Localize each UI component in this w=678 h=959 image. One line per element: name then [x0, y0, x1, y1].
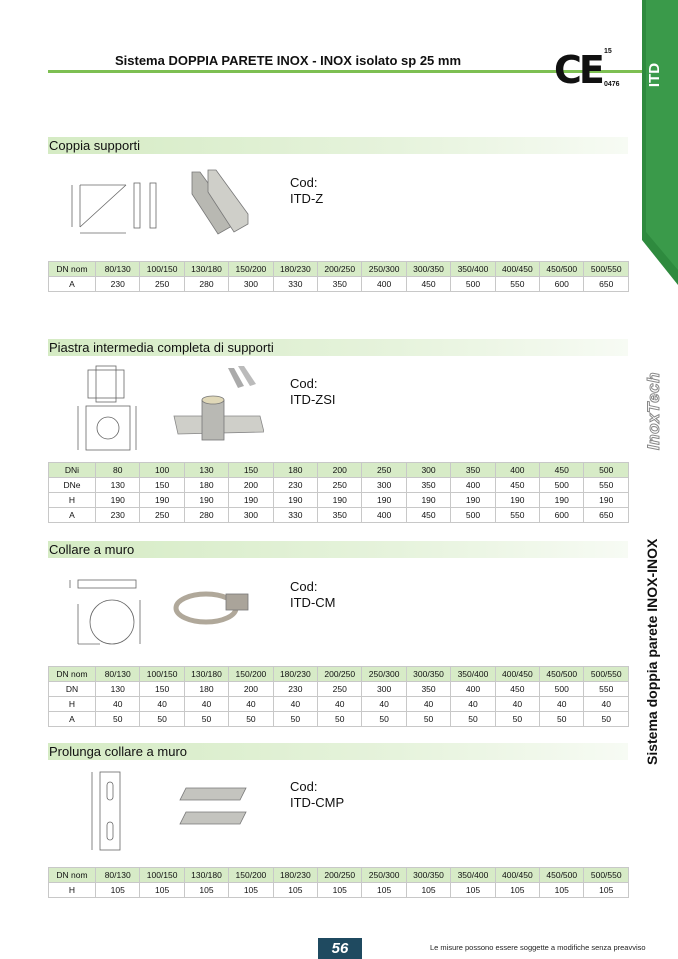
collare-a-muro-drawing	[64, 574, 154, 658]
table-cell: 600	[540, 277, 584, 292]
table-row	[49, 682, 629, 697]
piastra-intermedia-drawing	[68, 358, 148, 458]
product-code: ITD-CM	[290, 595, 336, 610]
table-cell: 50	[96, 712, 140, 727]
ce-notified-body: 0476	[604, 81, 620, 88]
table-cell: 50	[229, 712, 273, 727]
table-cell: 40	[362, 697, 406, 712]
table-cell: 500/550	[584, 667, 629, 682]
section-title-prolunga-collare: Prolunga collare a muro	[49, 744, 188, 759]
table-cell: 100/150	[140, 868, 184, 883]
table-cell: 500	[584, 463, 629, 478]
table-row	[49, 712, 629, 727]
product-code-block	[290, 579, 336, 611]
table-cell: 150/200	[229, 868, 273, 883]
brand-name: InoxTech	[644, 372, 663, 450]
brand-logo	[636, 370, 676, 450]
table-cell: 130/180	[184, 868, 228, 883]
table-row-label: A	[49, 712, 96, 727]
table-cell: 450	[540, 463, 584, 478]
table-row	[49, 478, 629, 493]
table-cell: 250	[318, 682, 362, 697]
table-cell: 80	[96, 463, 140, 478]
table-cell: 400	[451, 478, 495, 493]
product-code: ITD-ZSI	[290, 392, 336, 407]
table-cell: 100/150	[140, 262, 184, 277]
table-cell: 250	[318, 478, 362, 493]
table-cell: 105	[451, 883, 495, 898]
table-cell: 300/350	[406, 667, 450, 682]
table-cell: 500/550	[584, 868, 629, 883]
table-cell: 300	[362, 478, 406, 493]
table-cell: 450/500	[540, 667, 584, 682]
table-cell: 50	[406, 712, 450, 727]
table-cell: 550	[495, 508, 539, 523]
table-cell: 400/450	[495, 868, 539, 883]
table-cell: 500	[540, 478, 584, 493]
table-cell: 50	[495, 712, 539, 727]
table-cell: 130	[184, 463, 228, 478]
side-vertical-title: Sistema doppia parete INOX-INOX	[644, 538, 660, 765]
table-cell: 280	[184, 277, 228, 292]
table-row-label: DN nom	[49, 262, 96, 277]
table-row-label: DNe	[49, 478, 96, 493]
table-cell: 650	[584, 277, 629, 292]
table-cell: 330	[273, 508, 317, 523]
table-cell: 150/200	[229, 667, 273, 682]
table-cell: 40	[495, 697, 539, 712]
table-cell: 250	[140, 508, 184, 523]
table-cell: 190	[540, 493, 584, 508]
table-cell: 600	[540, 508, 584, 523]
table-row	[49, 493, 629, 508]
table-cell: 105	[140, 883, 184, 898]
table-cell: 450	[406, 277, 450, 292]
table-cell: 105	[406, 883, 450, 898]
table-header-row	[49, 868, 629, 883]
cod-label: Cod:	[290, 579, 318, 594]
table-cell: 400	[362, 508, 406, 523]
table-cell: 230	[96, 277, 140, 292]
table-cell: 150	[229, 463, 273, 478]
table-cell: 450/500	[540, 868, 584, 883]
table-cell: 100/150	[140, 667, 184, 682]
table-cell: 105	[318, 883, 362, 898]
table-cell: 105	[584, 883, 629, 898]
table-cell: 190	[318, 493, 362, 508]
piastra-intermedia-photo	[172, 362, 264, 452]
table-cell: 200	[229, 478, 273, 493]
table-cell: 350/400	[451, 868, 495, 883]
table-cell: 190	[184, 493, 228, 508]
table-cell: 40	[540, 697, 584, 712]
table-cell: 350	[318, 508, 362, 523]
table-cell: 250/300	[362, 868, 406, 883]
section-title-collare-a-muro: Collare a muro	[49, 542, 135, 557]
table-header-row	[49, 667, 629, 682]
table-cell: 40	[273, 697, 317, 712]
cod-label: Cod:	[290, 175, 318, 190]
table-cell: 100	[140, 463, 184, 478]
dimension-table-prolunga-collare	[48, 867, 629, 898]
table-cell: 50	[318, 712, 362, 727]
table-header-row	[49, 463, 629, 478]
table-cell: 105	[229, 883, 273, 898]
table-row-label: H	[49, 883, 96, 898]
section-title-piastra-intermedia: Piastra intermedia completa di supporti	[49, 340, 274, 355]
table-row	[49, 697, 629, 712]
table-cell: 400/450	[495, 262, 539, 277]
table-cell: 40	[96, 697, 140, 712]
dimension-table-collare-a-muro	[48, 666, 629, 727]
table-cell: 200	[229, 682, 273, 697]
section-title-coppia-supporti: Coppia supporti	[49, 138, 141, 153]
table-cell: 40	[229, 697, 273, 712]
table-cell: 40	[584, 697, 629, 712]
table-row-label: H	[49, 493, 96, 508]
table-row-label: A	[49, 508, 96, 523]
ce-top-number: 15	[604, 48, 612, 55]
prolunga-collare-photo	[176, 784, 248, 834]
table-cell: 80/130	[96, 262, 140, 277]
table-cell: 200/250	[318, 667, 362, 682]
table-cell: 50	[362, 712, 406, 727]
table-cell: 300/350	[406, 868, 450, 883]
table-cell: 190	[495, 493, 539, 508]
table-cell: 350/400	[451, 667, 495, 682]
section-header-bar	[48, 541, 628, 558]
cod-label: Cod:	[290, 376, 318, 391]
table-cell: 50	[451, 712, 495, 727]
table-cell: 150	[140, 682, 184, 697]
table-row	[49, 508, 629, 523]
table-cell: 200	[318, 463, 362, 478]
table-cell: 80/130	[96, 868, 140, 883]
table-cell: 105	[362, 883, 406, 898]
table-cell: 500	[540, 682, 584, 697]
dimension-table-coppia-supporti	[48, 261, 629, 292]
table-row-label: DN	[49, 682, 96, 697]
table-cell: 450	[495, 682, 539, 697]
table-cell: 130	[96, 682, 140, 697]
coppia-supporti-drawing	[62, 175, 172, 245]
table-cell: 350	[451, 463, 495, 478]
table-cell: 400/450	[495, 667, 539, 682]
table-cell: 350	[406, 478, 450, 493]
table-cell: 350	[318, 277, 362, 292]
table-row-label: DN nom	[49, 868, 96, 883]
table-cell: 40	[406, 697, 450, 712]
page-title: Sistema DOPPIA PARETE INOX - INOX isolato sp 25 mm	[114, 53, 462, 68]
table-cell: 180/230	[273, 667, 317, 682]
table-cell: 200/250	[318, 868, 362, 883]
table-cell: 180	[273, 463, 317, 478]
table-cell: 190	[96, 493, 140, 508]
table-cell: 550	[584, 478, 629, 493]
table-cell: 230	[273, 478, 317, 493]
prolunga-collare-drawing	[86, 770, 136, 852]
ce-certification	[554, 48, 626, 92]
table-cell: 250/300	[362, 262, 406, 277]
table-cell: 300/350	[406, 262, 450, 277]
table-cell: 330	[273, 277, 317, 292]
table-cell: 650	[584, 508, 629, 523]
table-cell: 450	[495, 478, 539, 493]
table-cell: 105	[495, 883, 539, 898]
table-cell: 180/230	[273, 868, 317, 883]
table-cell: 400	[362, 277, 406, 292]
table-cell: 230	[96, 508, 140, 523]
table-row-label: DN nom	[49, 667, 96, 682]
table-cell: 50	[273, 712, 317, 727]
table-cell: 150/200	[229, 262, 273, 277]
table-cell: 230	[273, 682, 317, 697]
page-number: 56	[318, 938, 362, 959]
table-cell: 250	[362, 463, 406, 478]
dimension-table-piastra-intermedia	[48, 462, 629, 523]
table-cell: 250/300	[362, 667, 406, 682]
table-row	[49, 277, 629, 292]
table-cell: 300	[362, 682, 406, 697]
product-code: ITD-Z	[290, 191, 324, 206]
table-cell: 105	[540, 883, 584, 898]
table-cell: 40	[140, 697, 184, 712]
table-cell: 105	[184, 883, 228, 898]
table-cell: 40	[451, 697, 495, 712]
section-tab-label: ITD	[646, 62, 663, 88]
table-cell: 50	[184, 712, 228, 727]
table-cell: 200/250	[318, 262, 362, 277]
table-cell: 500/550	[584, 262, 629, 277]
table-cell: 550	[584, 682, 629, 697]
table-cell: 50	[540, 712, 584, 727]
table-cell: 190	[451, 493, 495, 508]
side-green-tab	[642, 0, 678, 285]
table-row-label: A	[49, 277, 96, 292]
table-cell: 350	[406, 682, 450, 697]
table-cell: 500	[451, 277, 495, 292]
table-cell: 400	[451, 682, 495, 697]
footer-disclaimer: Le misure possono essere soggette a modifiche senza preavviso	[430, 943, 646, 952]
table-row-label: H	[49, 697, 96, 712]
ce-mark: CE	[554, 48, 602, 92]
table-cell: 130/180	[184, 262, 228, 277]
table-cell: 450	[406, 508, 450, 523]
product-code-block	[290, 376, 336, 408]
table-cell: 80/130	[96, 667, 140, 682]
table-cell: 180	[184, 682, 228, 697]
table-cell: 180/230	[273, 262, 317, 277]
table-cell: 550	[495, 277, 539, 292]
table-cell: 105	[96, 883, 140, 898]
table-cell: 450/500	[540, 262, 584, 277]
table-cell: 300	[229, 277, 273, 292]
table-cell: 40	[184, 697, 228, 712]
table-cell: 350/400	[451, 262, 495, 277]
table-cell: 190	[273, 493, 317, 508]
table-cell: 150	[140, 478, 184, 493]
table-cell: 190	[584, 493, 629, 508]
table-cell: 180	[184, 478, 228, 493]
table-cell: 190	[362, 493, 406, 508]
product-code-block	[290, 779, 344, 811]
table-cell: 190	[140, 493, 184, 508]
coppia-supporti-photo	[188, 168, 254, 240]
table-cell: 500	[451, 508, 495, 523]
product-code-block	[290, 175, 323, 207]
table-cell: 50	[140, 712, 184, 727]
table-cell: 130	[96, 478, 140, 493]
table-cell: 190	[229, 493, 273, 508]
table-cell: 105	[273, 883, 317, 898]
table-header-row	[49, 262, 629, 277]
table-cell: 300	[406, 463, 450, 478]
cod-label: Cod:	[290, 779, 318, 794]
table-cell: 50	[584, 712, 629, 727]
table-cell: 190	[406, 493, 450, 508]
collare-a-muro-photo	[170, 582, 254, 632]
product-code: ITD-CMP	[290, 795, 345, 810]
table-cell: 40	[318, 697, 362, 712]
table-cell: 400	[495, 463, 539, 478]
table-cell: 300	[229, 508, 273, 523]
table-row-label: DNi	[49, 463, 96, 478]
table-cell: 130/180	[184, 667, 228, 682]
table-cell: 250	[140, 277, 184, 292]
table-cell: 280	[184, 508, 228, 523]
table-row	[49, 883, 629, 898]
